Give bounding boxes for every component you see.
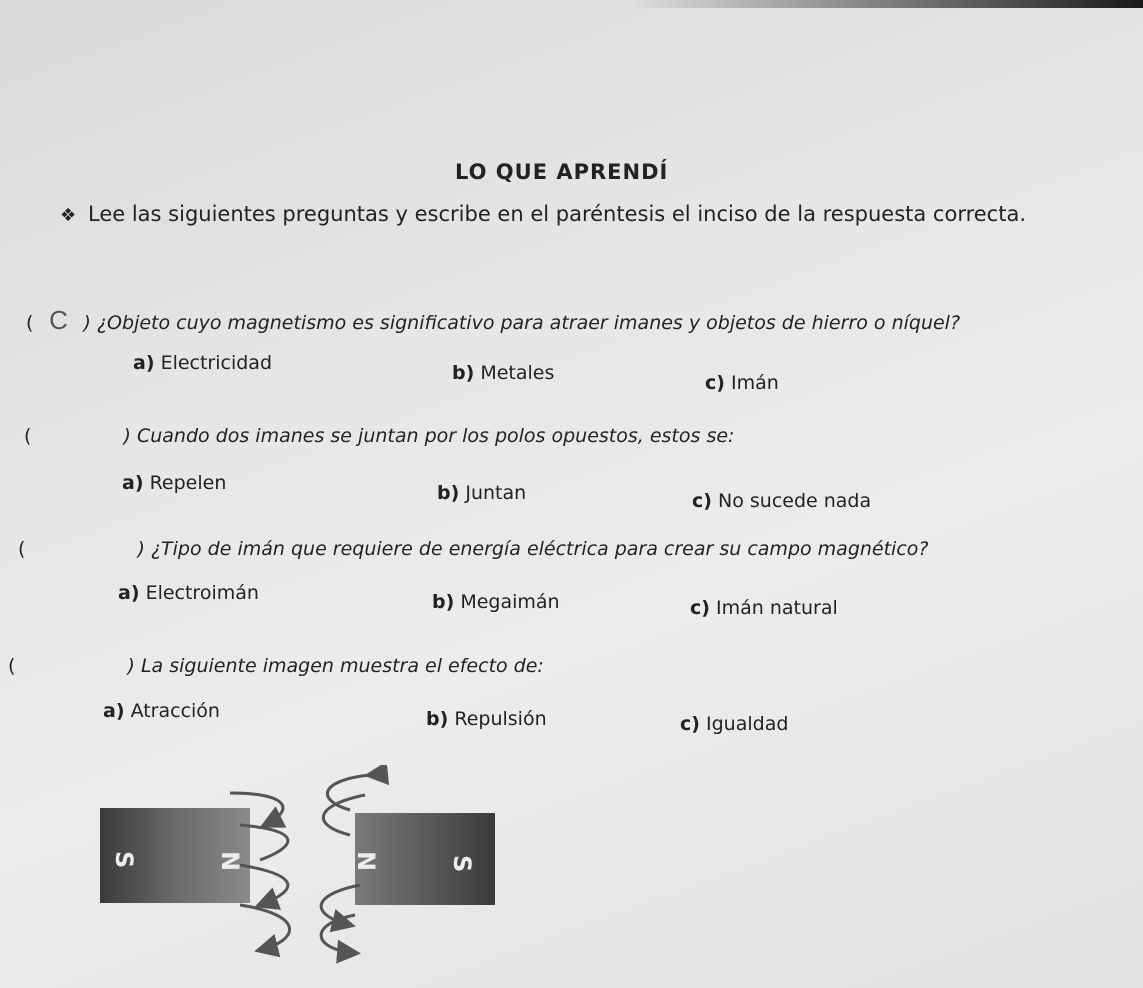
open-paren: ( <box>26 312 34 334</box>
option-3b: b) Megaimán <box>432 591 560 613</box>
question-3 <box>18 538 929 560</box>
option-1b: b) Metales <box>452 362 555 384</box>
option-2a: a) Repelen <box>122 472 227 494</box>
dark-corner-edge <box>0 0 1143 8</box>
option-4a: a) Atracción <box>103 700 220 722</box>
question-2-text: ) Cuando dos imanes se juntan por los polos opuestos, estos se: <box>123 425 735 447</box>
page-title: LO QUE APRENDÍ <box>455 160 669 184</box>
pole-s-left: S <box>110 851 138 869</box>
open-paren: ( <box>18 538 26 560</box>
question-4-text: ) La siguiente imagen muestra el efecto de: <box>127 655 544 677</box>
option-2b: b) Juntan <box>437 482 527 504</box>
option-2c: c) No sucede nada <box>692 490 872 512</box>
instruction <box>60 200 1080 230</box>
question-4 <box>8 655 544 677</box>
option-4b: b) Repulsión <box>426 708 547 730</box>
option-3a: a) Electroimán <box>118 582 259 604</box>
open-paren: ( <box>8 655 16 677</box>
option-3c: c) Imán natural <box>690 597 838 619</box>
open-paren: ( <box>24 425 32 447</box>
question-1-text: ) ¿Objeto cuyo magnetismo es significativo para atraer imanes y objetos de hierro o níquel? <box>83 312 961 334</box>
question-2 <box>24 425 734 447</box>
option-1a: a) Electricidad <box>133 352 273 374</box>
pole-s-right: S <box>448 855 476 873</box>
option-1c: c) Imán <box>705 372 779 394</box>
question-3-text: ) ¿Tipo de imán que requiere de energía eléctrica para crear su campo magnético? <box>137 538 929 560</box>
magnets-illustration <box>100 765 500 965</box>
pole-n-right: N <box>352 851 380 872</box>
answer-field-1[interactable]: C <box>49 305 68 335</box>
instruction-text: Lee las siguientes preguntas y escribe en el paréntesis el inciso de la respuesta correcta. <box>88 202 1026 226</box>
question-1 <box>26 305 960 336</box>
pole-n-left: N <box>216 851 244 872</box>
option-4c: c) Igualdad <box>680 713 789 735</box>
diamond-bullet-icon: ❖ <box>60 205 77 226</box>
